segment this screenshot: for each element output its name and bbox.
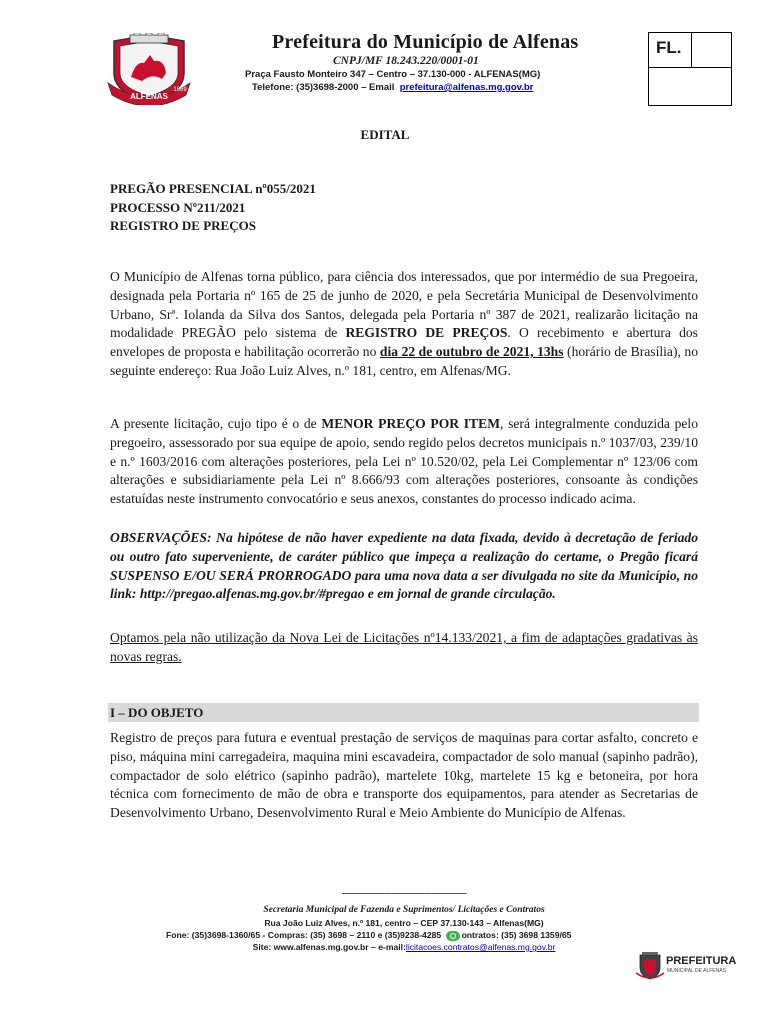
observacoes-paragraph: OBSERVAÇÕES: Na hipótese de não haver expediente na data fixada, devido à decretação de feriado ou outro fato superveniente, de caráter público que impeça a realização do certame, o Pregão ficará SUSPENSO E/OU SERÁ PRORROGADO para uma nova data a ser divulgada no site da Município, no link: http://pregao.alfenas.mg.gov.br/#pregao e em jornal de grande circulação. [110,530,698,602]
licitacao-paragraph: A presente licitação, cujo tipo é o de MENOR PREÇO POR ITEM, será integralmente conduzida pelo pregoeiro, assessorado por sua equipe de apoio, sendo regido pelos decretos municipais n.º 1037/03, 239/10 e n.º 1603/2016 com alterações posteriores, pela Lei nº 10.520/02, pela Lei Complementar nº 123/06 com alterações e subsidiariamente pela Lei nº 8.666/93 com alterações posteriores, consoante às condições estatuídas neste instrumento convocatório e seus anexos, constantes do processo indicado acima. [110,416,698,507]
footer-email-link[interactable]: licitacoes.contratos@alfenas.mg.gov.br [405,942,556,952]
folio-divider [691,33,692,67]
document-heading: EDITAL [360,127,410,142]
footer-site: Site: www.alfenas.mg.gov.br – e-mail:licitacoes.contratos@alfenas.mg.gov.br [252,942,556,952]
header-title: Prefeitura do Município de Alfenas [272,31,579,53]
municipal-crest-icon [106,33,192,105]
footer-logo-name: PREFEITURA [666,955,737,967]
whatsapp-icon [446,931,460,941]
header-phone [252,82,533,93]
footer-phones: Fone: (35)3698-1360/65 - Compras: (35) 3698 – 2110 e (35)9238-4285 ontratos: (35) 3698 1359/65 [166,930,572,940]
footer-address: Rua João Luiz Alves, n.º 181, centro – CEP 37.130-143 – Alfenas(MG) [264,918,544,928]
crest-text: ALFENAS [130,92,168,101]
header-phone-text: Telefone: (35)3698-2000 – Email [252,82,395,93]
header-email-link[interactable]: prefeitura@alfenas.mg.gov.br [399,82,534,93]
nova-lei-notice: Optamos pela não utilização da Nova Lei de Licitações nº14.133/2021, a fim de adaptações gradativas às novas regras. [110,630,698,664]
pregao-number: PREGÃO PRESENCIAL nº055/2021 [110,181,316,196]
crest-year: 1869 [173,87,187,93]
footer-separator: -------------------------------------------------- [341,888,467,898]
folio-divider [649,67,731,68]
footer-logo-subtitle: MUNICIPAL DE ALFENAS [667,968,726,974]
registro-precos-label: REGISTRO DE PREÇOS [110,218,256,233]
objeto-paragraph: Registro de preços para futura e eventual prestação de serviços de maquinas para cortar asfalto, concreto e piso, máquina mini carregadeira, maquina mini escavadeira, compactador de solo manual (sapinho padrão), compactador de solo elétrico (sapinho padrão), martelete 10kg, martelete 15 kg e betoneira, por hora técnica com fornecimento de mão de obra e transporte dos equipamentos, para atender as Secretarias de Desenvolvimento Urbano, Desenvolvimento Rural e Meio Ambiente do Município de Alfenas. [110,730,698,821]
header-cnpj: CNPJ/MF 18.243.220/0001-01 [333,55,479,67]
intro-paragraph: O Município de Alfenas torna público, para ciência dos interessados, que por intermédio de sua Pregoeira, designada pela Portaria nº 165 de 25 de junho de 2020, e pela Secretária Municipal de Desenvolvimento Urbano, Srª. Iolanda da Silva dos Santos, delegada pela Portaria nº 387 de 2021, realizarão licitação na modalidade PREGÃO pelo sistema de REGISTRO DE PREÇOS. O recebimento e abertura dos envelopes de proposta e habilitação ocorrerão no dia 22 de outubro de 2021, 13hs (horário de Brasília), no seguinte endereço: Rua João Luiz Alves, n.º 181, centro, em Alfenas/MG. [110,269,698,378]
folio-label: FL. [656,38,682,57]
footer-secretaria: Secretaria Municipal de Fazenda e Suprimentos/ Licitações e Contratos [263,905,545,915]
section-title-objeto: I – DO OBJETO [110,705,204,720]
processo-number: PROCESSO Nº211/2021 [110,200,246,215]
header-address: Praça Fausto Monteiro 347 – Centro – 37.130-000 - ALFENAS(MG) [245,69,541,80]
folio-box [648,32,732,106]
